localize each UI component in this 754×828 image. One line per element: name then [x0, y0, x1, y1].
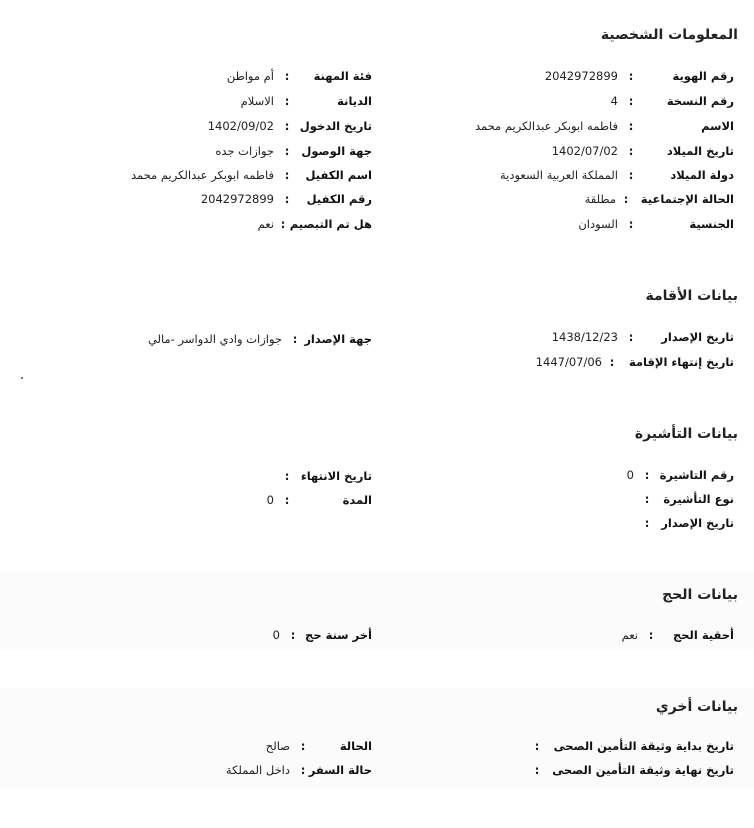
colon: : [290, 628, 296, 642]
field-nationality [578, 215, 734, 233]
colon: : [628, 217, 634, 231]
colon: : [284, 119, 290, 133]
field-label: تاريخ إنتهاء الإقامة [628, 355, 734, 369]
hajj-section-title: بيانات الحج [662, 587, 738, 603]
colon: : [284, 144, 290, 158]
colon: : [644, 516, 650, 530]
field-visa-expiry-date [274, 467, 372, 485]
field-value: نعم [257, 217, 274, 231]
field-label: تاريخ بداية وثيقة التأمين الصحى [553, 739, 734, 753]
colon: : [628, 119, 634, 133]
field-label: الديانة [337, 94, 372, 108]
field-value: 1447/07/06 [535, 355, 602, 369]
field-label: هل تم التبصيم [289, 217, 372, 231]
field-visa-number [627, 466, 734, 484]
field-residence-issue-date [552, 328, 734, 346]
field-value: أم مواطن [226, 69, 274, 83]
field-fingerprinted [258, 215, 372, 233]
field-id-number [545, 67, 734, 85]
field-profession-category [227, 67, 372, 85]
field-label: الجنسية [689, 217, 734, 231]
field-label: جهة الإصدار [304, 332, 372, 346]
colon: : [280, 217, 286, 231]
field-sponsor-name [131, 166, 372, 184]
field-value: السودان [578, 217, 618, 231]
field-value: فاطمه ابوبكر عبدالكريم محمد [130, 168, 274, 182]
field-arrival-port [215, 142, 372, 160]
field-value: صالح [265, 739, 290, 753]
field-label: رقم النسخة [666, 94, 734, 108]
field-value: 2042972899 [200, 192, 274, 206]
field-label: حالة السفر [308, 763, 372, 777]
field-name [475, 117, 734, 135]
field-value: نعم [621, 628, 638, 642]
field-value: المملكة العربية السعودية [500, 168, 618, 182]
colon: : [284, 69, 290, 83]
field-copy-number [611, 92, 734, 110]
field-label: رقم التاشيرة [659, 468, 734, 482]
colon: : [644, 468, 650, 482]
field-label: اسم الكفيل [305, 168, 372, 182]
field-label: تاريخ الانتهاء [300, 469, 372, 483]
visa-section-title: بيانات التأشيرة [634, 426, 738, 442]
colon: : [534, 739, 540, 753]
personal-section-title: المعلومات الشخصية [600, 27, 738, 43]
field-visa-issue-date [634, 514, 734, 532]
field-value: الاسلام [240, 94, 274, 108]
field-entry-date [208, 117, 372, 135]
field-visa-type [634, 490, 734, 508]
field-value: 1402/09/02 [207, 119, 274, 133]
field-residence-issuer [148, 330, 372, 348]
colon: : [300, 739, 306, 753]
field-label: رقم الهوية [672, 69, 734, 83]
field-label: تاريخ الإصدار [661, 516, 734, 530]
field-insurance-start-date [524, 737, 734, 755]
field-value: 0 [266, 493, 274, 507]
colon: : [300, 763, 306, 777]
residence-section-title: بيانات الأقامة [645, 288, 738, 304]
field-sponsor-number [201, 190, 372, 208]
field-label: المدة [342, 493, 372, 507]
field-religion [241, 92, 372, 110]
colon: : [644, 492, 650, 506]
field-visa-duration [267, 491, 372, 509]
field-marital-status [585, 190, 734, 208]
colon: : [609, 355, 615, 369]
field-label: نوع التأشيرة [663, 492, 734, 506]
field-travel-status [226, 761, 372, 779]
field-value: 0 [626, 468, 634, 482]
field-status [266, 737, 372, 755]
field-label: تاريخ الدخول [299, 119, 372, 133]
field-value: 0 [272, 628, 280, 642]
colon: : [534, 763, 540, 777]
field-value: مطلقة [584, 192, 616, 206]
field-last-hajj-year [273, 626, 372, 644]
colon: : [284, 168, 290, 182]
field-residence-expiry-date [536, 353, 734, 371]
field-label: تاريخ الإصدار [661, 330, 734, 344]
field-value: جوازات جده [215, 144, 274, 158]
field-value: داخل المملكة [225, 763, 290, 777]
colon: : [284, 469, 290, 483]
field-value: 2042972899 [544, 69, 618, 83]
field-value: 1402/07/02 [551, 144, 618, 158]
colon: : [628, 69, 634, 83]
colon: : [284, 493, 290, 507]
field-label: الحالة الإجتماعية [640, 192, 734, 206]
field-label: أخر سنة حج [305, 628, 372, 642]
colon: : [628, 330, 634, 344]
field-label: الحالة [339, 739, 372, 753]
field-value: 1438/12/23 [551, 330, 618, 344]
colon: : [292, 332, 298, 346]
colon: : [628, 144, 634, 158]
stray-dot [21, 377, 23, 379]
field-birth-country [500, 166, 734, 184]
field-label: فئة المهنة [313, 69, 372, 83]
colon: : [284, 94, 290, 108]
colon: : [648, 628, 654, 642]
field-insurance-end-date [524, 761, 734, 779]
field-birth-date [552, 142, 734, 160]
colon: : [628, 168, 634, 182]
field-label: الاسم [701, 119, 734, 133]
colon: : [628, 94, 634, 108]
field-label: دولة الميلاد [670, 168, 734, 182]
field-label: تاريخ الميلاد [666, 144, 734, 158]
field-label: تاريخ نهاية وثيقة التأمين الصحى [552, 763, 734, 777]
field-label: رقم الكفيل [306, 192, 372, 206]
colon: : [284, 192, 290, 206]
field-value: جوازات وادي الدواسر -مالي [147, 332, 282, 346]
field-value: 4 [610, 94, 618, 108]
field-label: أحقية الحج [672, 628, 734, 642]
field-label: جهة الوصول [301, 144, 372, 158]
field-value: فاطمه ابوبكر عبدالكريم محمد [474, 119, 618, 133]
colon: : [623, 192, 629, 206]
other-section-title: بيانات أخري [655, 699, 738, 715]
field-hajj-eligibility [622, 626, 734, 644]
